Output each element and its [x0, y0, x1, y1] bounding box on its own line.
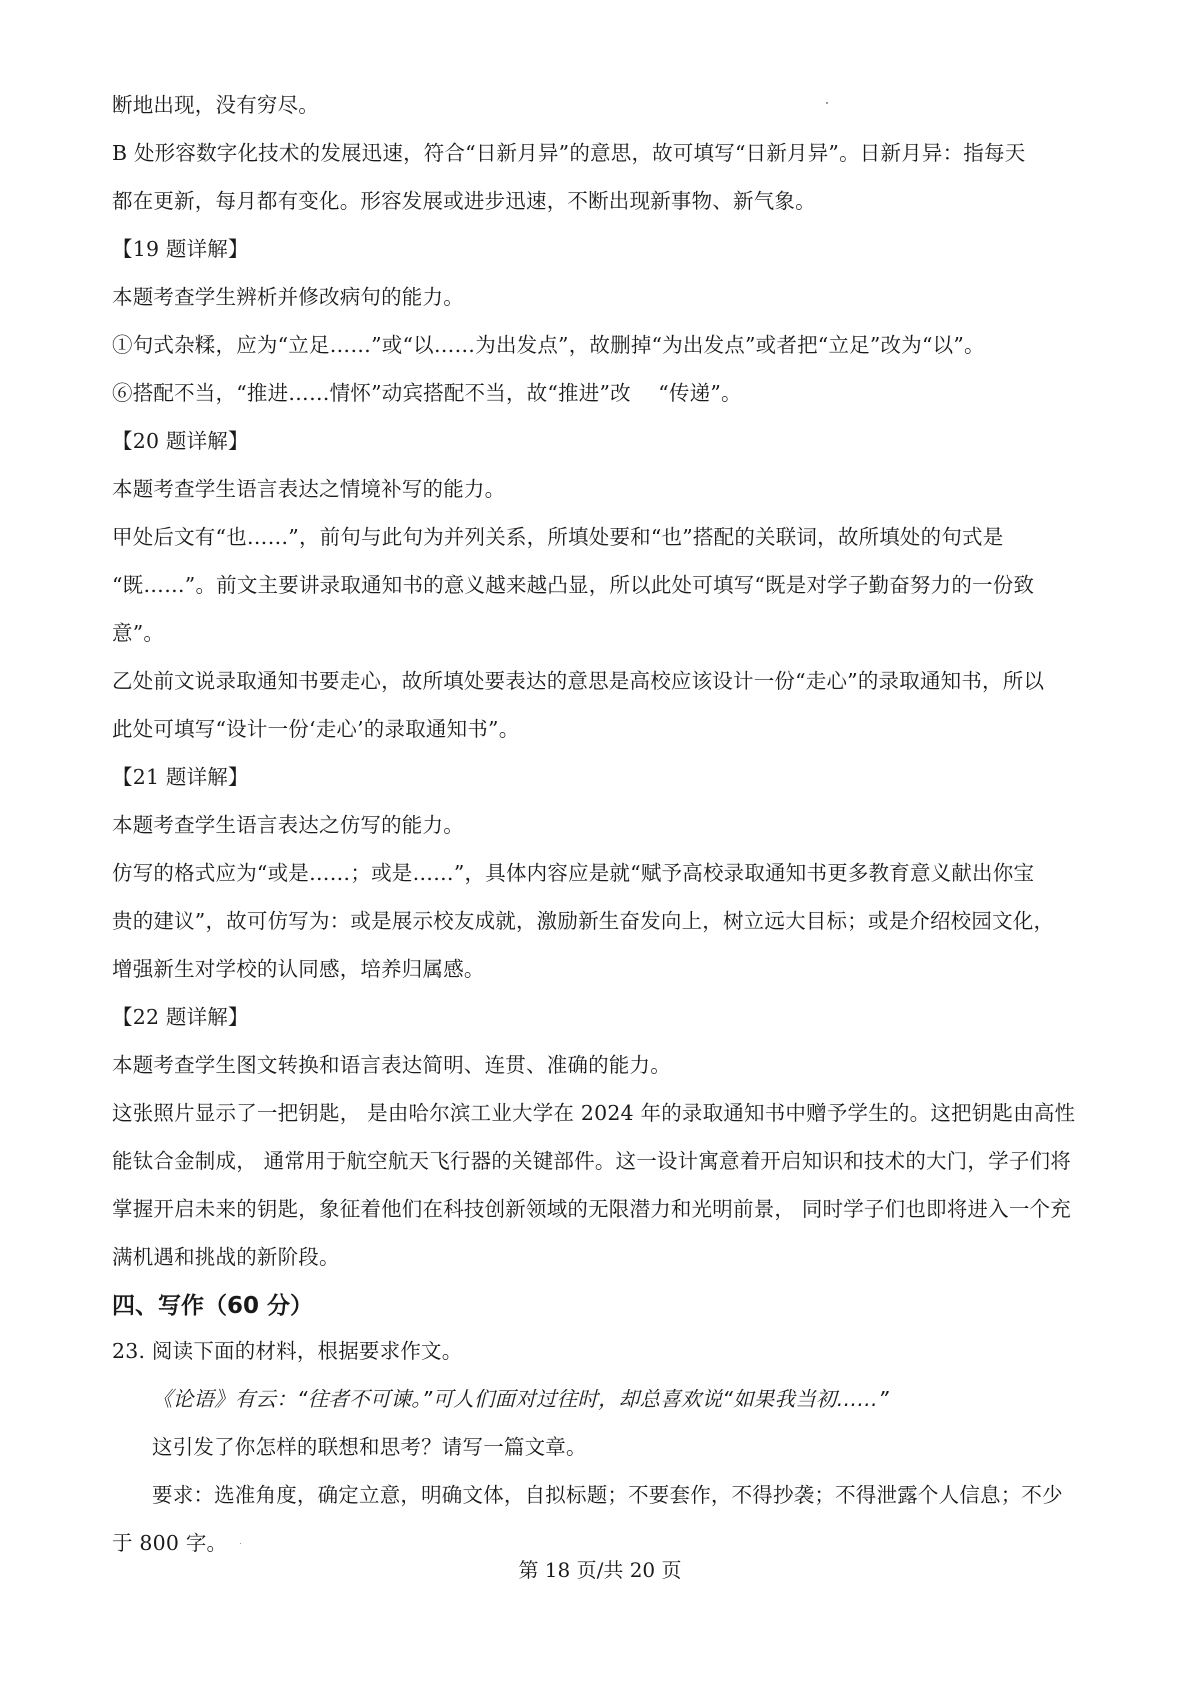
text-line: B 处形容数字化技术的发展迅速，符合“日新月异”的意思，故可填写“日新月异”。日新月异：指每天	[112, 141, 1026, 165]
requirements-continued: 于 800 字。	[112, 1531, 228, 1555]
page-content	[112, 92, 1102, 1578]
question-20-heading: 【20 题详解】	[112, 429, 249, 453]
text-line: 意”。	[112, 621, 165, 645]
scan-speck	[240, 1543, 241, 1544]
text-line: 乙处前文说录取通知书要走心，故所填处要表达的意思是高校应该设计一份“走心”的录取通知书，所以	[112, 669, 1045, 693]
text-line: 能钛合金制成， 通常用于航空航天飞行器的关键部件。这一设计寓意着开启知识和技术的大门，学子们将	[112, 1149, 1071, 1173]
text-line: ⑥搭配不当，“推进……情怀”动宾搭配不当，故“推进”改 “传递”。	[112, 381, 742, 405]
text-line: 掌握开启未来的钥匙，象征着他们在科技创新领域的无限潜力和光明前景， 同时学子们也即将进入一个充	[112, 1197, 1071, 1221]
question-23: 23. 阅读下面的材料，根据要求作文。	[112, 1339, 463, 1363]
requirements: 要求：选准角度，确定立意，明确文体，自拟标题；不要套作，不得抄袭；不得泄露个人信息；不少	[152, 1483, 1063, 1507]
text-line: 贵的建议”，故可仿写为：或是展示校友成就，激励新生奋发向上，树立远大目标；或是介绍校园文化，	[112, 909, 1055, 933]
text-line: 本题考查学生语言表达之情境补写的能力。	[112, 477, 506, 501]
text-line: 满机遇和挑战的新阶段。	[112, 1245, 340, 1269]
text-line: 仿写的格式应为“或是……；或是……”，具体内容应是就“赋予高校录取通知书更多教育意义献出你宝	[112, 861, 1035, 885]
text-line: 都在更新，每月都有变化。形容发展或进步迅速，不断出现新事物、新气象。	[112, 189, 816, 213]
text-line: 本题考查学生图文转换和语言表达简明、连贯、准确的能力。	[112, 1053, 671, 1077]
scan-speck	[826, 102, 828, 104]
text-line: 这张照片显示了一把钥匙， 是由哈尔滨工业大学在 2024 年的录取通知书中赠予学生的。这把钥匙由高性	[112, 1101, 1076, 1125]
text-line: “既……”。前文主要讲录取通知书的意义越来越凸显，所以此处可填写“既是对学子勤奋努力的一份致	[112, 573, 1035, 597]
text-line: 断地出现，没有穷尽。	[112, 93, 319, 117]
material-quote: 《论语》有云：“往者不可谏。”可人们面对过往时，却总喜欢说“如果我当初……”	[152, 1387, 889, 1411]
text-line: 增强新生对学校的认同感，培养归属感。	[112, 957, 485, 981]
writing-prompt: 这引发了你怎样的联想和思考？请写一篇文章。	[152, 1435, 587, 1459]
text-line: 本题考查学生辨析并修改病句的能力。	[112, 285, 464, 309]
section-heading: 四、写作（60 分）	[112, 1293, 314, 1319]
question-21-heading: 【21 题详解】	[112, 765, 249, 789]
question-19-heading: 【19 题详解】	[112, 237, 249, 261]
question-22-heading: 【22 题详解】	[112, 1005, 249, 1029]
page-footer: 第 18 页/共 20 页	[518, 1558, 682, 1582]
text-line: ①句式杂糅，应为“立足……”或“以……为出发点”，故删掉“为出发点”或者把“立足”改为“以”。	[112, 333, 985, 357]
text-line: 本题考查学生语言表达之仿写的能力。	[112, 813, 464, 837]
text-line: 此处可填写“设计一份‘走心’的录取通知书”。	[112, 717, 520, 741]
text-line: 甲处后文有“也……”，前句与此句为并列关系，所填处要和“也”搭配的关联词，故所填处的句式是	[112, 525, 1004, 549]
